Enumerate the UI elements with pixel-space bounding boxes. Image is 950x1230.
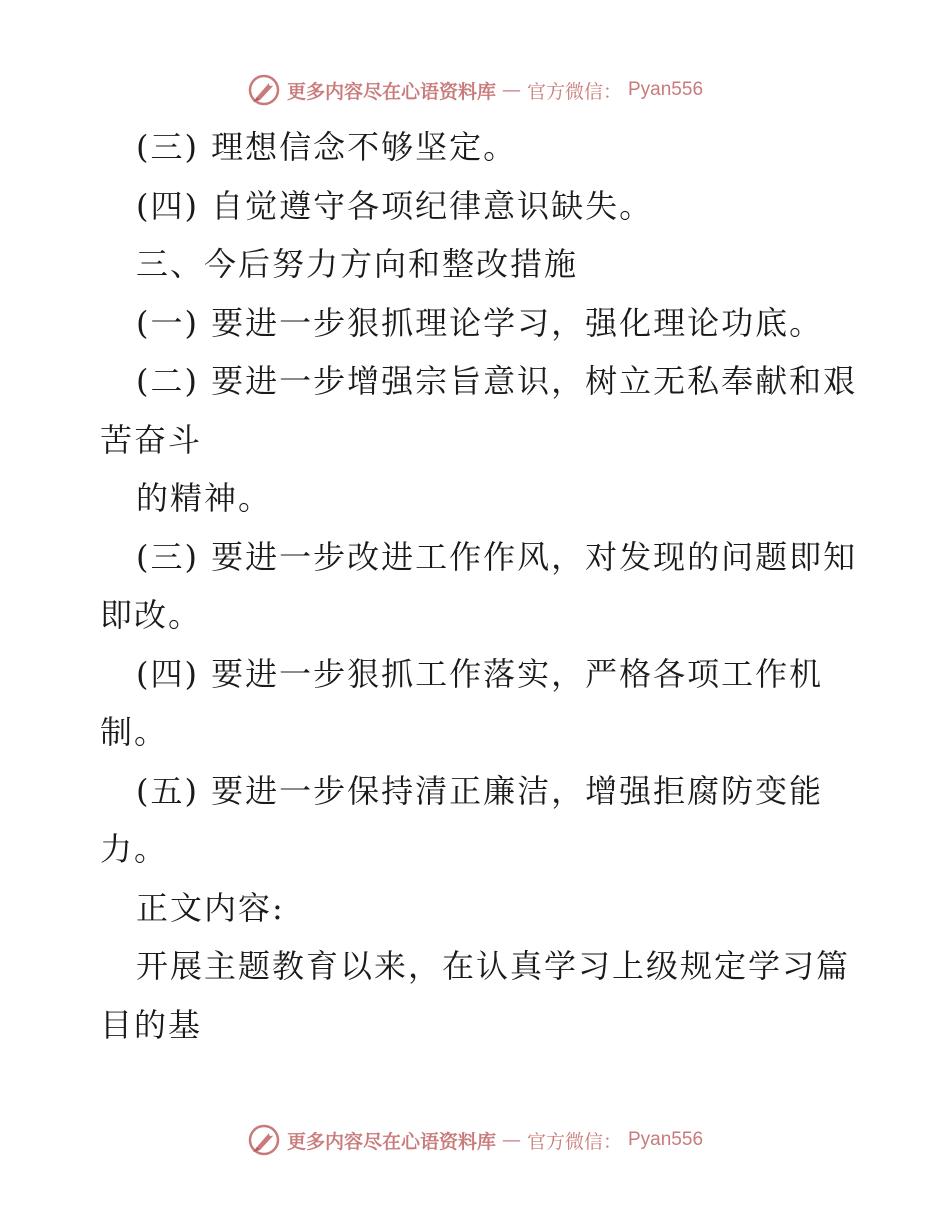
- header-brand-text: 更多内容尽在心语资料库: [286, 80, 496, 103]
- body-line: 即改。: [100, 596, 203, 634]
- body-line: (五) 要进一步保持清正廉洁，增强拒腐防变能: [136, 771, 824, 810]
- body-line: 力。: [100, 830, 169, 868]
- footer-watermark: [0, 1120, 950, 1160]
- body-line: (二) 要进一步增强宗旨意识，树立无私奉献和艰: [136, 362, 858, 400]
- body-line: 开展主题教育以来，在认真学习上级规定学习篇: [136, 947, 851, 985]
- body-line: (三) 要进一步改进工作作风，对发现的问题即知: [136, 537, 858, 576]
- body-line: 制。: [100, 713, 169, 751]
- footer-brand-text: 更多内容尽在心语资料库: [286, 1130, 496, 1153]
- footer-wechat-label: 官方微信：: [526, 1130, 622, 1153]
- document-body: [100, 118, 860, 1054]
- body-line: (三) 理想信念不够坚定。: [136, 128, 518, 166]
- body-line: (四) 要进一步狠抓工作落实，严格各项工作机: [136, 654, 824, 693]
- header-wechat-label: 官方微信：: [526, 80, 622, 103]
- section-heading: 三、今后努力方向和整改措施: [136, 245, 579, 283]
- pen-logo-icon: [247, 73, 281, 107]
- header-separator: —: [501, 79, 521, 101]
- header-watermark: [0, 70, 950, 110]
- pen-logo-icon: [247, 1123, 281, 1157]
- footer-separator: —: [501, 1129, 521, 1151]
- header-wechat-id: Pyan556: [628, 79, 704, 100]
- body-line: 苦奋斗: [100, 420, 203, 459]
- body-line: 正文内容:: [136, 888, 285, 927]
- footer-wechat-id: Pyan556: [628, 1129, 704, 1150]
- body-line: 目的基: [100, 1005, 203, 1044]
- body-line: (四) 自觉遵守各项纪律意识缺失。: [136, 186, 654, 225]
- body-line: (一) 要进一步狠抓理论学习，强化理论功底。: [136, 303, 824, 342]
- body-line: 的精神。: [136, 479, 273, 517]
